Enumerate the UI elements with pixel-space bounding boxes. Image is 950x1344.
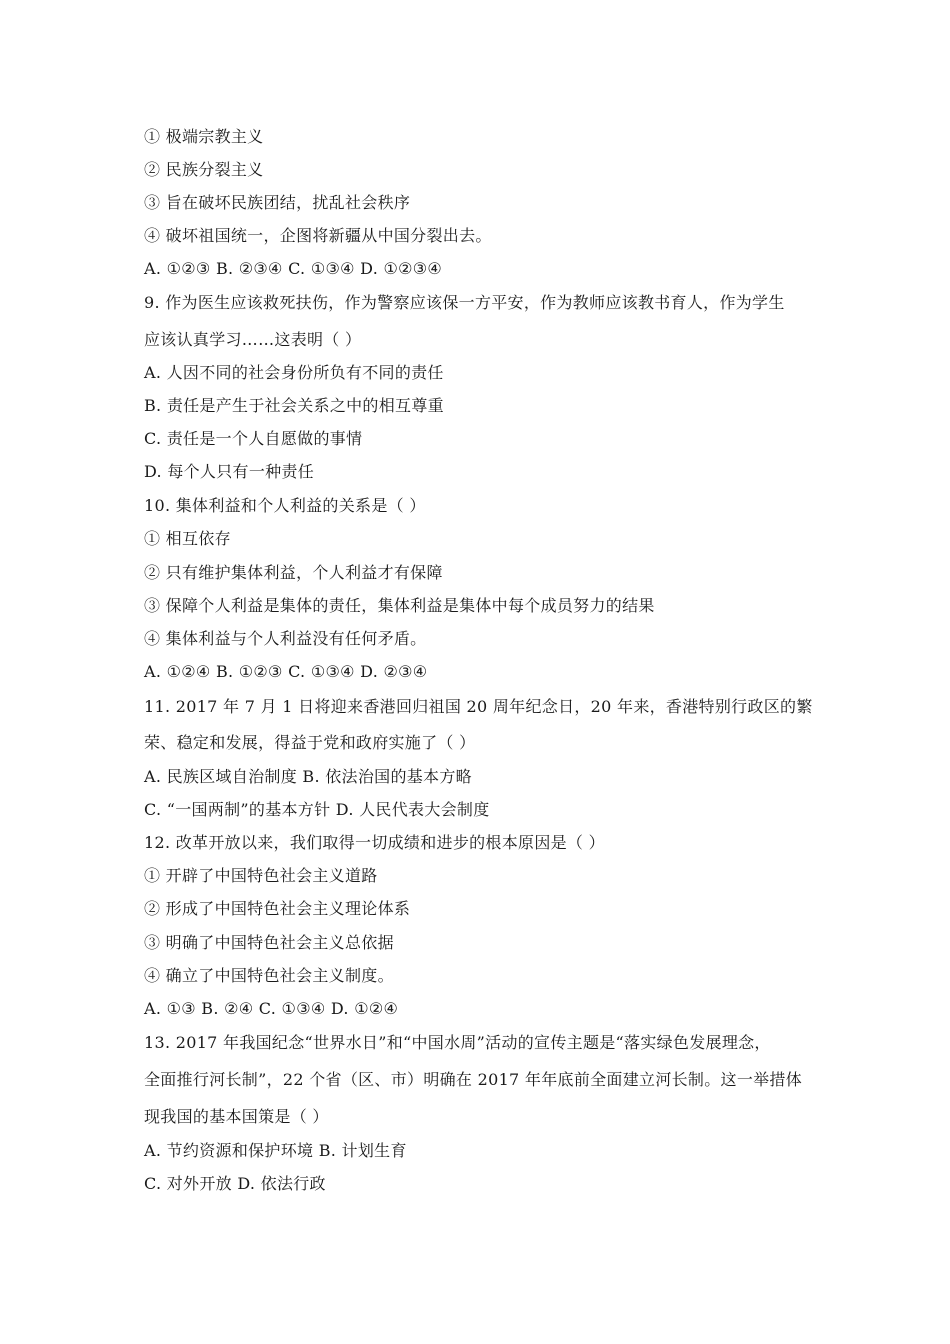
q9-choice-c: C. 责任是一个人自愿做的事情 — [144, 429, 363, 448]
q11-choices-cd: C. “一国两制”的基本方针 D. 人民代表大会制度 — [144, 800, 490, 819]
option-item-2: ② 民族分裂主义 — [144, 160, 264, 179]
q10-statement-4: ④ 集体利益与个人利益没有任何矛盾。 — [144, 629, 427, 648]
q13-choices-cd: C. 对外开放 D. 依法行政 — [144, 1174, 326, 1193]
question-13-text-cont-2: 现我国的基本国策是（ ） — [144, 1107, 329, 1126]
answer-choices-q12: A. ①③ B. ②④ C. ①③④ D. ①②④ — [144, 999, 399, 1018]
q9-choice-d: D. 每个人只有一种责任 — [144, 462, 315, 481]
question-10-text: 10. 集体利益和个人利益的关系是（ ） — [144, 496, 426, 515]
q12-statement-3: ③ 明确了中国特色社会主义总依据 — [144, 933, 394, 952]
question-9-text-cont: 应该认真学习……这表明（ ） — [144, 330, 362, 349]
q9-choice-a: A. 人因不同的社会身份所负有不同的责任 — [144, 363, 444, 382]
answer-choices-q8: A. ①②③ B. ②③④ C. ①③④ D. ①②③④ — [144, 259, 443, 278]
q12-statement-1: ① 开辟了中国特色社会主义道路 — [144, 866, 378, 885]
q12-statement-4: ④ 确立了中国特色社会主义制度。 — [144, 966, 394, 985]
question-12-text: 12. 改革开放以来，我们取得一切成绩和进步的根本原因是（ ） — [144, 833, 605, 852]
question-13-text-cont: 全面推行河长制”，22 个省（区、市）明确在 2017 年年底前全面建立河长制。这一举措体 — [144, 1070, 803, 1089]
question-11-text: 11. 2017 年 7 月 1 日将迎来香港回归祖国 20 周年纪念日，20 年来，香港特别行政区的繁 — [144, 697, 813, 716]
question-11-text-cont: 荣、稳定和发展，得益于党和政府实施了（ ） — [144, 733, 476, 752]
question-13-text: 13. 2017 年我国纪念“世界水日”和“中国水周”活动的宣传主题是“落实绿色发展理念， — [144, 1033, 771, 1052]
q11-choices-ab: A. 民族区域自治制度 B. 依法治国的基本方略 — [144, 767, 472, 786]
q13-choices-ab: A. 节约资源和保护环境 B. 计划生育 — [144, 1141, 407, 1160]
answer-choices-q10: A. ①②④ B. ①②③ C. ①③④ D. ②③④ — [144, 662, 428, 681]
option-item-4: ④ 破坏祖国统一，企图将新疆从中国分裂出去。 — [144, 226, 492, 245]
q12-statement-2: ② 形成了中国特色社会主义理论体系 — [144, 899, 411, 918]
option-item-1: ① 极端宗教主义 — [144, 127, 264, 146]
q10-statement-3: ③ 保障个人利益是集体的责任，集体利益是集体中每个成员努力的结果 — [144, 596, 655, 615]
question-9-text: 9. 作为医生应该救死扶伤，作为警察应该保一方平安，作为教师应该教书育人，作为学生 — [144, 293, 785, 312]
q10-statement-2: ② 只有维护集体利益，个人利益才有保障 — [144, 563, 443, 582]
q10-statement-1: ① 相互依存 — [144, 529, 231, 548]
option-item-3: ③ 旨在破坏民族团结，扰乱社会秩序 — [144, 193, 411, 212]
q9-choice-b: B. 责任是产生于社会关系之中的相互尊重 — [144, 396, 444, 415]
